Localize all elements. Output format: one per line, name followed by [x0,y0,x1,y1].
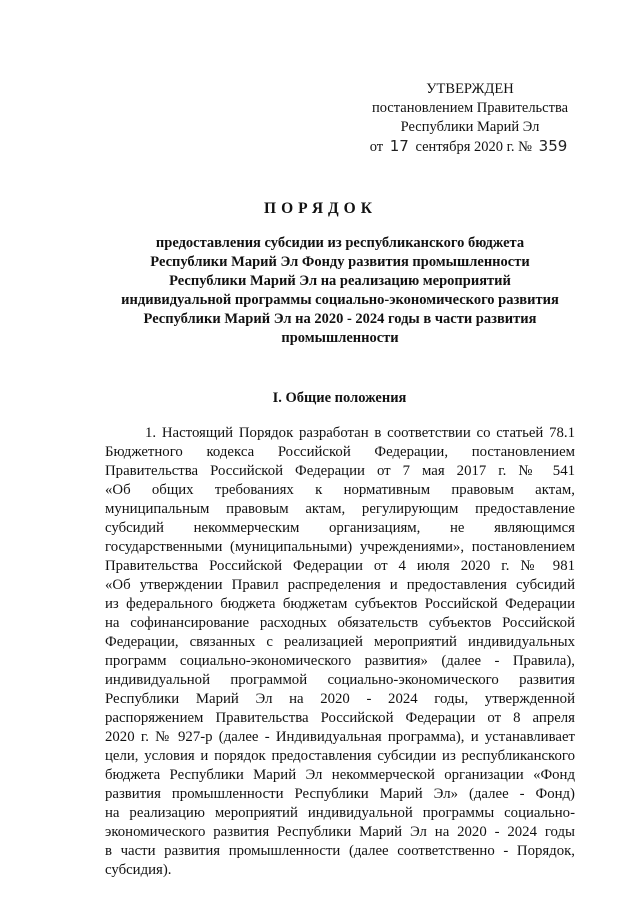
subtitle-line: предоставления субсидии из республиканского бюджета [155,235,525,251]
body-line: цели, условия и порядок предоставления субсидии из республиканского [105,748,575,764]
body-line: программ социально-экономического развития» (далее - Правила), [105,653,575,669]
body-line: субсидия). [105,862,172,878]
approval-stamp [355,80,585,157]
body-line: «Об утверждении Правил распределения и предоставления субсидий [105,577,575,593]
body-line: «Об общих требованиях к нормативным правовым актам, [105,482,575,498]
body-line: бюджета Республики Марий Эл некоммерческой организации «Фонд [105,767,575,783]
document-subtitle [100,234,580,348]
approval-month-year: сентября 2020 г. № [415,139,533,155]
body-line: Бюджетного кодекса Российской Федерации, постановлением [105,444,575,460]
body-line: на софинансирование расходных обязательств субъектов Российской [105,615,575,631]
body-line: муниципальным правовым актам, регулирующим предоставление [105,501,575,517]
body-paragraph [105,424,575,880]
body-line: субсидий некоммерческим организациям, не являющимся [105,520,575,536]
section-title: I. Общие положения [272,390,407,406]
approval-number: 359 [538,137,568,155]
body-line: на реализацию мероприятий индивидуальной программы социально- [105,805,575,821]
subtitle-line: промышленности [281,330,399,346]
body-line: Федерации, связанных с реализацией мероприятий индивидуальных [105,634,575,650]
body-line: развития промышленности Республики Марий Эл» (далее - Фонд) [105,786,575,802]
body-line: в части развития промышленности (далее соответственно - Порядок, [105,843,575,859]
body-line: индивидуальной программой социально-экономического развития [105,672,575,688]
approval-line-2: Республики Марий Эл [400,119,540,135]
approval-day: 17 [389,137,409,155]
body-line: Правительства Российской Федерации от 7 мая 2017 г. № 541 [105,463,575,479]
body-line: 2020 г. № 927-р (далее - Индивидуальная программа), и устанавливает [105,729,575,745]
document-title: ПОРЯДОК [264,200,377,217]
body-line: экономического развития Республики Марий Эл на 2020 - 2024 годы [105,824,575,840]
body-line: Правительства Российской Федерации от 4 июля 2020 г. № 981 [105,558,575,574]
body-line: Республики Марий Эл на 2020 - 2024 годы, утвержденной [105,691,575,707]
approval-date-line [355,137,585,157]
subtitle-line: индивидуальной программы социально-экономического развития [121,292,559,308]
approval-line-1: постановлением Правительства [371,100,569,116]
body-line: из федерального бюджета бюджетам субъектов Российской Федерации [105,596,575,612]
subtitle-line: Республики Марий Эл на 2020 - 2024 годы в части развития [143,311,537,327]
subtitle-line: Республики Марий Эл на реализацию мероприятий [169,273,511,289]
body-line: распоряжением Правительства Российской Федерации от 8 апреля [105,710,575,726]
subtitle-line: Республики Марий Эл Фонду развития промышленности [150,254,530,270]
body-line: государственными (муниципальными) учреждениями», постановлением [105,539,575,555]
approval-date-prefix: от [369,139,384,155]
approval-heading: УТВЕРЖДЕН [426,81,514,97]
body-line: 1. Настоящий Порядок разработан в соответствии со статьей 78.1 [145,425,575,441]
